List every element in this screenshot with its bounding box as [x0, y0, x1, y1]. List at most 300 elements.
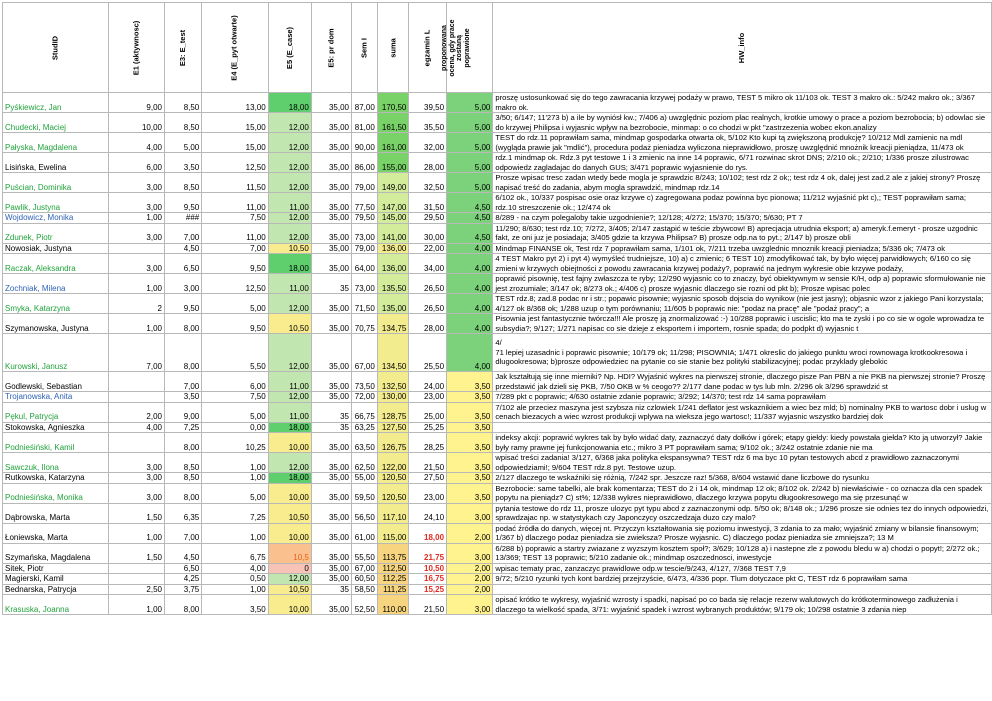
cell-proponowana[interactable]: 5,00 [447, 133, 493, 153]
cell-name[interactable]: Łoniewska, Marta [3, 523, 109, 543]
cell-egzamin[interactable]: 25,00 [409, 402, 447, 422]
cell-hw-info[interactable]: pytania testowe do rdz 11, prosze ulozyc pyt typu abcd z zaznaczonymi odp. 5/50 ok; 8/148 ok.; 1/296 prosze sie odnies tez do innych odpowiedzi, sprawdzajac np. w statystykach czy Japonczycy oszczedzaja duzo czy malo? [493, 503, 992, 523]
cell-hw-info[interactable]: 7/102 ale przeciez maszyna jest szybsza niz czlowiek 1/241 deflator jest wskaznikiem a wiec bez mld; b) nominalny PKB to wartosc dobr i uslug w cenach biezacych a wiec wzrost produkcji wplywa na wieksza jego wartosc!; 11/337 wyjasnic wszystko bardziej dok [493, 402, 992, 422]
cell-sem[interactable]: 77,50 [352, 193, 378, 213]
cell-hw-info[interactable]: poprawić pisownię, test fajny zwłaszcza te ryby; 12/290 wyjasnic co to znaczy, być obiektywnym w sensie K/H, odp a) poprawic sformułowanie nie jest zrozumiale; 3/147 ok; 8/273 ok.; 4/406 c) prosze wyjasnic dlaczego sie rozni od pkt b); Prosze wpisac polec [493, 274, 992, 294]
cell-e4[interactable]: 15,00 [202, 133, 268, 153]
cell-e4[interactable]: 7,00 [202, 243, 268, 254]
cell-suma[interactable]: 134,75 [377, 314, 409, 334]
cell-name[interactable]: Magierski, Kamil [3, 574, 109, 585]
cell-pr-dom[interactable]: 35,00 [311, 392, 351, 403]
cell-egzamin[interactable]: 28,00 [409, 153, 447, 173]
cell-name[interactable]: Zdunek, Piotr [3, 223, 109, 243]
cell-e1[interactable]: 1,00 [109, 274, 165, 294]
cell-pr-dom[interactable]: 35 [311, 584, 351, 595]
cell-egzamin[interactable]: 28,25 [409, 433, 447, 453]
cell-name[interactable]: Zochniak, Milena [3, 274, 109, 294]
cell-pr-dom[interactable]: 35,00 [311, 334, 351, 372]
cell-e5[interactable]: 12,00 [268, 173, 311, 193]
cell-e3[interactable]: 8,50 [164, 173, 201, 193]
cell-e4[interactable]: 11,00 [202, 223, 268, 243]
cell-egzamin[interactable]: 23,00 [409, 392, 447, 403]
cell-suma[interactable]: 128,75 [377, 402, 409, 422]
cell-e1[interactable]: 2,00 [109, 402, 165, 422]
cell-e5[interactable]: 10,50 [268, 314, 311, 334]
cell-proponowana[interactable]: 3,50 [447, 433, 493, 453]
cell-e4[interactable]: 12,50 [202, 274, 268, 294]
cell-e1[interactable]: 9,00 [109, 93, 165, 113]
cell-sem[interactable]: 90,00 [352, 133, 378, 153]
cell-e1[interactable]: 1,50 [109, 503, 165, 523]
cell-e3[interactable]: 7,00 [164, 223, 201, 243]
cell-pr-dom[interactable]: 35,00 [311, 372, 351, 392]
cell-proponowana[interactable]: 2,00 [447, 523, 493, 543]
cell-e4[interactable]: 5,00 [202, 402, 268, 422]
cell-suma[interactable]: 112,50 [377, 563, 409, 574]
cell-egzamin[interactable]: 30,00 [409, 223, 447, 243]
cell-e4[interactable]: 15,00 [202, 113, 268, 133]
cell-hw-info[interactable]: 7/289 pkt c poprawic; 4/630 ostatnie zdanie poprawic; 3/292; 14/370; test rdz 14 sama poprawiłam [493, 392, 992, 403]
cell-proponowana[interactable]: 2,00 [447, 574, 493, 585]
cell-e4[interactable]: 9,50 [202, 314, 268, 334]
cell-e3[interactable]: 4,50 [164, 543, 201, 563]
cell-pr-dom[interactable]: 35 [311, 402, 351, 422]
cell-name[interactable]: Pałyska, Magdalena [3, 133, 109, 153]
cell-e1[interactable]: 3,00 [109, 193, 165, 213]
cell-e4[interactable]: 6,75 [202, 543, 268, 563]
cell-proponowana[interactable]: 3,00 [447, 503, 493, 523]
cell-name[interactable]: Dąbrowska, Marta [3, 503, 109, 523]
cell-e3[interactable]: 7,00 [164, 523, 201, 543]
cell-sem[interactable]: 71,50 [352, 294, 378, 314]
cell-e5[interactable]: 12,00 [268, 133, 311, 153]
cell-egzamin[interactable]: 18,00 [409, 523, 447, 543]
cell-e3[interactable]: 7,00 [164, 372, 201, 392]
cell-name[interactable]: Rutkowska, Katarzyna [3, 473, 109, 484]
col-header-e3[interactable]: E3: E_test [164, 3, 201, 93]
cell-hw-info[interactable]: rdz.1 mindmap ok. Rdz.3 pyt testowe 1 i 3 zmienic na inne 14 poprawic, 6/71 rozwinac skrot DNS; 2/210 ok.; 2/210; 1/336 prosze zilustrowac odpowiedz zagladajac do danych GUS; 3/471 poprawic wyjasnienie do rys. [493, 153, 992, 173]
cell-sem[interactable]: 64,00 [352, 254, 378, 274]
cell-hw-info[interactable]: 4/ 71 lepiej uzasadnic i poprawic pisownie; 10/179 ok; 11/298; PISOWNIA; 1/471 okreslic do jakiego punktu wroci rownowaga krotkookresowa i dlugookresowa; b)prosze odpowiedziec na pytanie co sie stanie bez polityki stabilizacyjnej; podac przyklady glebokic [493, 334, 992, 372]
cell-pr-dom[interactable]: 35,00 [311, 133, 351, 153]
cell-egzamin[interactable]: 39,50 [409, 93, 447, 113]
cell-e1[interactable]: 4,00 [109, 133, 165, 153]
cell-pr-dom[interactable]: 35 [311, 274, 351, 294]
cell-suma[interactable]: 161,00 [377, 133, 409, 153]
cell-name[interactable]: Puścian, Dominika [3, 173, 109, 193]
cell-egzamin[interactable]: 25,50 [409, 334, 447, 372]
cell-proponowana[interactable]: 3,50 [447, 422, 493, 433]
cell-egzamin[interactable]: 29,50 [409, 213, 447, 224]
cell-sem[interactable]: 72,00 [352, 392, 378, 403]
cell-e5[interactable]: 10,5 [268, 543, 311, 563]
cell-sem[interactable]: 66,75 [352, 402, 378, 422]
cell-e5[interactable]: 18,00 [268, 254, 311, 274]
cell-proponowana[interactable]: 4,00 [447, 243, 493, 254]
cell-suma[interactable]: 136,00 [377, 254, 409, 274]
cell-suma[interactable]: 161,50 [377, 113, 409, 133]
cell-e5[interactable]: 12,00 [268, 334, 311, 372]
cell-e4[interactable]: 6,00 [202, 372, 268, 392]
cell-name[interactable]: Pyśkiewicz, Jan [3, 93, 109, 113]
cell-e3[interactable]: 3,50 [164, 153, 201, 173]
cell-suma[interactable]: 126,75 [377, 433, 409, 453]
cell-e1[interactable]: 3,00 [109, 483, 165, 503]
cell-proponowana[interactable]: 3,50 [447, 372, 493, 392]
col-header-e4[interactable]: E4 (E_pyt otwarte) [202, 3, 268, 93]
cell-e4[interactable]: 7,50 [202, 392, 268, 403]
cell-egzamin[interactable]: 26,50 [409, 274, 447, 294]
cell-hw-info[interactable]: 6/102 ok., 10/337 pospisac osie oraz krzywe c) zagregowana podaz powinna byc pionowa; 11/212 wyjaśnić pkt c),; TEST poprawiłam sama; rdz.10 streszczenie ok.; 12/474 ok [493, 193, 992, 213]
cell-pr-dom[interactable]: 35,00 [311, 213, 351, 224]
cell-hw-info[interactable]: TEST rdz.8; zad.8 podac nr i str.; popawic pisownie; wyjasnic sposob dojscia do wynikow (nie jest jasny); objasnic wzor z jakiego Pani korzystala; 4/127 ok 8/368 ok; 1/288 uzup o tym porównaniu; 11/605 b poprawic nie: "podaz na pracę" ale "podaż pracy"; a [493, 294, 992, 314]
cell-pr-dom[interactable]: 35,00 [311, 193, 351, 213]
cell-e4[interactable]: 13,00 [202, 93, 268, 113]
cell-e3[interactable]: ### [164, 213, 201, 224]
cell-e1[interactable]: 1,00 [109, 595, 165, 615]
cell-e5[interactable]: 18,00 [268, 422, 311, 433]
cell-egzamin[interactable]: 24,10 [409, 503, 447, 523]
col-header-hw-info[interactable]: HW_info [493, 3, 992, 93]
cell-hw-info[interactable]: 4 TEST Makro pyt 2) i pyt 4) wymyśleć trudniejsze, 10) a) c zmienic; 6 TEST 10) zmodyfikować tak, by było więcej parwidłowych; 6/160 co się zmieni w krzywych obiejtności z powodu zawracania krzywej podaży?, poprawić na jednym wykresie obie krzywe podaży, [493, 254, 992, 274]
cell-egzamin[interactable]: 26,50 [409, 294, 447, 314]
cell-suma[interactable]: 130,00 [377, 392, 409, 403]
cell-pr-dom[interactable]: 35,00 [311, 503, 351, 523]
cell-proponowana[interactable]: 3,50 [447, 473, 493, 484]
col-header-sem[interactable]: Sem I [352, 3, 378, 93]
cell-e1[interactable] [109, 433, 165, 453]
cell-proponowana[interactable]: 3,00 [447, 543, 493, 563]
cell-proponowana[interactable]: 4,50 [447, 193, 493, 213]
cell-suma[interactable]: 135,50 [377, 274, 409, 294]
cell-sem[interactable]: 55,50 [352, 543, 378, 563]
cell-e5[interactable]: 11,00 [268, 372, 311, 392]
cell-pr-dom[interactable]: 35,00 [311, 574, 351, 585]
cell-e5[interactable]: 18,00 [268, 473, 311, 484]
cell-e1[interactable]: 2,50 [109, 584, 165, 595]
cell-e3[interactable]: 8,00 [164, 314, 201, 334]
cell-proponowana[interactable]: 4,00 [447, 314, 493, 334]
cell-e5[interactable]: 10,50 [268, 584, 311, 595]
cell-name[interactable]: Godlewski, Sebastian [3, 372, 109, 392]
cell-e1[interactable]: 1,50 [109, 543, 165, 563]
col-header-egzamin[interactable]: egzamin L [409, 3, 447, 93]
cell-name[interactable]: Nowosiak, Justyna [3, 243, 109, 254]
cell-suma[interactable]: 117,10 [377, 503, 409, 523]
cell-sem[interactable]: 81,00 [352, 113, 378, 133]
cell-pr-dom[interactable]: 35 [311, 422, 351, 433]
cell-e4[interactable]: 1,00 [202, 473, 268, 484]
cell-e1[interactable]: 2 [109, 294, 165, 314]
cell-e3[interactable]: 6,50 [164, 563, 201, 574]
cell-sem[interactable]: 79,00 [352, 173, 378, 193]
cell-hw-info[interactable]: opisać krótko te wykresy, wyjaśnić wzrosty i spadki, napisać po co bada się relacje rezerw walutowych do krótkoterminowego zadłużenia i dlaczego ta wielkość spada, 3/71: wyjaśnić spadek i wzrost wybranych produktów; 9/179 ok; 10/298 ostatnie 3 zdania niep [493, 595, 992, 615]
cell-egzamin[interactable]: 32,50 [409, 173, 447, 193]
cell-e3[interactable]: 9,00 [164, 402, 201, 422]
cell-pr-dom[interactable]: 35,00 [311, 433, 351, 453]
cell-proponowana[interactable]: 3,00 [447, 595, 493, 615]
cell-pr-dom[interactable]: 35,00 [311, 543, 351, 563]
cell-name[interactable]: Sitek, Piotr [3, 563, 109, 574]
cell-e3[interactable]: 9,50 [164, 193, 201, 213]
cell-sem[interactable]: 58,50 [352, 584, 378, 595]
cell-name[interactable]: Stokowska, Agnieszka [3, 422, 109, 433]
cell-sem[interactable]: 62,50 [352, 453, 378, 473]
cell-hw-info[interactable]: Mindmap FINANSE ok, Test rdz 7 poprawiłam sama, 1/101 ok, 7/211 trzeba uwzglednic mnoznik kreacji pieniadza; 5/336 ok; 7/473 ok [493, 243, 992, 254]
cell-egzamin[interactable]: 16,75 [409, 574, 447, 585]
cell-egzamin[interactable]: 25,25 [409, 422, 447, 433]
cell-e5[interactable]: 10,00 [268, 595, 311, 615]
cell-name[interactable]: Sawczuk, Ilona [3, 453, 109, 473]
col-header-e5[interactable]: E5 (E_case) [268, 3, 311, 93]
cell-suma[interactable]: 113,75 [377, 543, 409, 563]
cell-suma[interactable]: 110,00 [377, 595, 409, 615]
cell-hw-info[interactable]: Bezrobocie: same tabelki, ale brak komentarza; TEST do 2 i 14 ok, mindmap 12 ok; 8/102 ok. 2/242 b) niewłaściwie - co oznacza dla cen spadek popytu na pieniądz? C) st%; 12/338 wykres nieprawidłowo, dlaczego krzywa popytu długookresowego ma się przesunąć w [493, 483, 992, 503]
cell-pr-dom[interactable]: 35,00 [311, 314, 351, 334]
cell-name[interactable]: Podnieśiński, Kamil [3, 433, 109, 453]
cell-e3[interactable]: 3,75 [164, 584, 201, 595]
cell-e1[interactable] [109, 243, 165, 254]
cell-sem[interactable]: 63,25 [352, 422, 378, 433]
cell-e4[interactable]: 3,50 [202, 595, 268, 615]
cell-e4[interactable]: 11,00 [202, 193, 268, 213]
cell-e5[interactable]: 10,00 [268, 523, 311, 543]
cell-proponowana[interactable]: 3,50 [447, 392, 493, 403]
cell-e5[interactable]: 11,00 [268, 274, 311, 294]
cell-e5[interactable]: 12,00 [268, 113, 311, 133]
cell-suma[interactable]: 135,00 [377, 294, 409, 314]
cell-e4[interactable]: 7,25 [202, 503, 268, 523]
cell-sem[interactable]: 79,50 [352, 213, 378, 224]
cell-e3[interactable]: 8,50 [164, 453, 201, 473]
cell-e1[interactable]: 7,00 [109, 334, 165, 372]
cell-egzamin[interactable]: 21,75 [409, 543, 447, 563]
cell-name[interactable]: Szymanowska, Justyna [3, 314, 109, 334]
cell-suma[interactable]: 134,50 [377, 334, 409, 372]
cell-hw-info[interactable]: 2/127 dlaczego te wskaźniki się różnią, 7/242 spr. Jeszcze raz! 5/368, 8/604 wstawić dane liczbowe do rysunku [493, 473, 992, 484]
cell-pr-dom[interactable]: 35,00 [311, 453, 351, 473]
cell-hw-info[interactable]: wpisac tematy prac, zanzaczyc prawidlowe odp.w tescie/9/243, 4/127, 7/368 TEST 7,9 [493, 563, 992, 574]
cell-pr-dom[interactable]: 35,00 [311, 483, 351, 503]
cell-egzamin[interactable]: 10,50 [409, 563, 447, 574]
cell-suma[interactable]: 155,00 [377, 153, 409, 173]
cell-hw-info[interactable] [493, 422, 992, 433]
cell-pr-dom[interactable]: 35,00 [311, 254, 351, 274]
cell-egzamin[interactable]: 28,00 [409, 314, 447, 334]
cell-hw-info[interactable]: Pisownia jest fantastycznie twórcza!!! Ale proszę ją znormalizować :-) 10/288 poprawic i uscislic; kto ma te zyski i po co sie w ogole wprowadza te subsydia?; 9/127; 1/271 napisac co sie dzieje z eksportem i importem, rosnie spada; do podpkt d) wyjasnic t [493, 314, 992, 334]
cell-e5[interactable]: 11,00 [268, 193, 311, 213]
cell-hw-info[interactable]: 9/72; 5/210 ryzunki tych kont bardziej przejrzyście, 6/473, 4/336 popr. Tlum dotyczace pkt C, TEST rdz 6 poprawiłam sama [493, 574, 992, 585]
cell-e4[interactable]: 5,00 [202, 294, 268, 314]
cell-pr-dom[interactable]: 35,00 [311, 473, 351, 484]
cell-suma[interactable]: 120,50 [377, 483, 409, 503]
cell-sem[interactable]: 67,00 [352, 563, 378, 574]
cell-e5[interactable]: 10,50 [268, 243, 311, 254]
cell-suma[interactable]: 145,00 [377, 213, 409, 224]
cell-sem[interactable]: 60,50 [352, 574, 378, 585]
cell-sem[interactable]: 56,50 [352, 503, 378, 523]
cell-egzamin[interactable]: 35,50 [409, 113, 447, 133]
cell-pr-dom[interactable]: 35,00 [311, 563, 351, 574]
cell-suma[interactable]: 149,00 [377, 173, 409, 193]
cell-egzamin[interactable]: 15,25 [409, 584, 447, 595]
cell-e5[interactable]: 12,00 [268, 213, 311, 224]
cell-e3[interactable]: 9,50 [164, 294, 201, 314]
cell-e1[interactable] [109, 392, 165, 403]
cell-egzamin[interactable]: 32,00 [409, 133, 447, 153]
cell-sem[interactable]: 52,50 [352, 595, 378, 615]
cell-e3[interactable]: 6,50 [164, 254, 201, 274]
cell-name[interactable]: Pawlik, Justyna [3, 193, 109, 213]
cell-e1[interactable] [109, 563, 165, 574]
cell-e1[interactable]: 6,00 [109, 153, 165, 173]
cell-proponowana[interactable]: 4,50 [447, 223, 493, 243]
cell-e1[interactable]: 3,00 [109, 173, 165, 193]
cell-e3[interactable]: 8,00 [164, 483, 201, 503]
cell-e4[interactable]: 11,50 [202, 173, 268, 193]
cell-suma[interactable]: 122,00 [377, 453, 409, 473]
cell-e3[interactable]: 7,25 [164, 422, 201, 433]
cell-sem[interactable]: 63,50 [352, 433, 378, 453]
cell-sem[interactable]: 79,00 [352, 243, 378, 254]
cell-suma[interactable]: 170,50 [377, 93, 409, 113]
cell-e5[interactable]: 10,50 [268, 503, 311, 523]
cell-proponowana[interactable]: 2,00 [447, 563, 493, 574]
cell-suma[interactable]: 127,50 [377, 422, 409, 433]
cell-e5[interactable]: 12,00 [268, 453, 311, 473]
cell-e3[interactable]: 8,00 [164, 433, 201, 453]
cell-e5[interactable]: 12,00 [268, 153, 311, 173]
cell-proponowana[interactable]: 5,00 [447, 153, 493, 173]
cell-hw-info[interactable]: podać źródła do danych, więcej nt. Przyczyn kształtowania się poziomu inwestycji, 3 zdania to za mało; wyjaśnić zmiany w bilansie finansowym; 1/367 b) dlaczego podaz pieniadza sie zwieksza? Prosze wyjasnic. C) dlaczego podaz pieniadza sie zmniejsza?; 13 M [493, 523, 992, 543]
cell-sem[interactable]: 87,00 [352, 93, 378, 113]
cell-e4[interactable]: 5,00 [202, 483, 268, 503]
cell-name[interactable]: Smyka, Katarzyna [3, 294, 109, 314]
cell-e1[interactable]: 10,00 [109, 113, 165, 133]
cell-e3[interactable]: 8,00 [164, 595, 201, 615]
cell-e3[interactable]: 6,35 [164, 503, 201, 523]
cell-hw-info[interactable]: 8/289 - na czym polegaloby takie uzgodnienie?; 12/128; 4/272; 15/370; 15/370; 5/630; PT 7 [493, 213, 992, 224]
cell-hw-info[interactable]: 6/288 b) poprawic a startry zwiazane z wyzszym kosztem społ?; 3/629; 10/128 a) i nastepne zle z powodu bledu w a) chodzi o popyt!; 2/272 ok.; 13/369; TEST 13 poprawic; 5/210 zadanie ok.; mindmap oszczednosci, inwestycje [493, 543, 992, 563]
cell-name[interactable]: Kurowski, Janusz [3, 334, 109, 372]
cell-name[interactable]: Krasuska, Joanna [3, 595, 109, 615]
cell-e3[interactable]: 5,00 [164, 133, 201, 153]
cell-proponowana[interactable]: 4,00 [447, 254, 493, 274]
cell-e4[interactable]: 7,50 [202, 213, 268, 224]
cell-e1[interactable] [109, 372, 165, 392]
cell-egzamin[interactable]: 23,00 [409, 483, 447, 503]
cell-e5[interactable]: 0 [268, 563, 311, 574]
cell-e4[interactable]: 9,50 [202, 254, 268, 274]
cell-name[interactable]: Pękul, Patrycja [3, 402, 109, 422]
cell-sem[interactable]: 73,00 [352, 274, 378, 294]
cell-sem[interactable]: 55,00 [352, 473, 378, 484]
cell-hw-info[interactable]: proszę ustosunkować się do tego zawracania krzywej podaży w prawo, TEST 5 mikro ok 11/103 ok. TEST 3 makro ok.: 5/242 makro ok.; 3/367 makro ok. [493, 93, 992, 113]
col-header-studid[interactable]: StudID [3, 3, 109, 93]
cell-e3[interactable]: 8,00 [164, 334, 201, 372]
cell-suma[interactable]: 111,25 [377, 584, 409, 595]
cell-e5[interactable]: 12,00 [268, 574, 311, 585]
cell-name[interactable]: Raczak, Aleksandra [3, 254, 109, 274]
cell-hw-info[interactable]: 3/50; 6/147; 11'273 b) a ile by wyniósł kw.; 7/406 a) uwzględnic poziom płac realnych, krotkie umowy o prace a poziom bezrobocia; b) odowlac sie do krzywej Philipsa i wyjasnic wpływ na bezrobocie, minmap: o co chodzi w pkt "zastrzezenia wobec ekon.analizy [493, 113, 992, 133]
cell-e1[interactable]: 1,00 [109, 213, 165, 224]
cell-sem[interactable]: 86,00 [352, 153, 378, 173]
cell-e4[interactable]: 12,50 [202, 153, 268, 173]
cell-proponowana[interactable]: 4,00 [447, 334, 493, 372]
cell-e1[interactable]: 3,00 [109, 223, 165, 243]
col-header-e1[interactable]: E1 (aktywnosc) [109, 3, 165, 93]
cell-suma[interactable]: 120,50 [377, 473, 409, 484]
cell-pr-dom[interactable]: 35,00 [311, 113, 351, 133]
cell-hw-info[interactable]: Prosze wpisac tresc zadan wtedy bede mogla je sprawdzic 8/243; 10/102; test rdz 2 ok;; test rdz 4 ok, dalej jest zad.2 ale z jakiej strony? Proszę napisać treść do zadania, abym mogla sprawdzić, mindmap rdz.14 [493, 173, 992, 193]
col-header-proponowana[interactable]: proponowana ocena, gdy prace zostaną poprawione [447, 3, 493, 93]
cell-suma[interactable]: 112,25 [377, 574, 409, 585]
cell-sem[interactable]: 67,00 [352, 334, 378, 372]
cell-e4[interactable]: 5,50 [202, 334, 268, 372]
cell-e4[interactable]: 1,00 [202, 523, 268, 543]
cell-proponowana[interactable]: 2,00 [447, 584, 493, 595]
cell-e3[interactable]: 4,50 [164, 243, 201, 254]
cell-egzamin[interactable]: 34,00 [409, 254, 447, 274]
cell-name[interactable]: Wojdowicz, Monika [3, 213, 109, 224]
cell-hw-info[interactable] [493, 584, 992, 595]
cell-pr-dom[interactable]: 35,00 [311, 223, 351, 243]
cell-sem[interactable]: 73,50 [352, 372, 378, 392]
cell-proponowana[interactable]: 3,50 [447, 483, 493, 503]
cell-e4[interactable]: 10,25 [202, 433, 268, 453]
cell-e1[interactable]: 3,00 [109, 254, 165, 274]
cell-e3[interactable]: 8,50 [164, 113, 201, 133]
cell-e3[interactable]: 3,00 [164, 274, 201, 294]
cell-e5[interactable]: 10,00 [268, 433, 311, 453]
cell-hw-info[interactable]: 11/290; 8/630; test rdz.10; 7/272, 3/405; 2/147 zastąpić w teście zbywcow! B) aprecjacja utrudnia eksport; a) ameryk.f.emeryt - prosze uzgodnic fakt, ze oni juz je posiadaja; 3/405 gdzie ta krzywa Philipsa? B) prosze odp.na to pyt.; 2/147 b) prosze obli [493, 223, 992, 243]
cell-hw-info[interactable]: wpisać treści zadania! 3/127, 6/368 jaka polityka ekspansywna? TEST rdz 6 ma byc 10 pytan testowych abcd z prawidłowo zaznaczonymi odpowiedziami!; 9/604 TEST rdz.8 pyt. Testowe uzup. [493, 453, 992, 473]
col-header-e5-pr-dom[interactable]: E5: pr dom [311, 3, 351, 93]
cell-pr-dom[interactable]: 35,00 [311, 153, 351, 173]
cell-hw-info[interactable]: TEST do rdz.11 poprawiłam sama, mindmap gospodarka otwarta ok, 5/102 Kto kupi tą zwiększoną produkcję? 10/212 Mdl zamienic na mdl (wygląda prawie jak "mdlić"), procedura podaż pieniadza wyliczona nieprawidłowo, proszę uwzględnić mnożnik kreacji pieniądza, 11/473 ok [493, 133, 992, 153]
cell-e1[interactable] [109, 574, 165, 585]
cell-e1[interactable]: 3,00 [109, 473, 165, 484]
cell-sem[interactable]: 61,00 [352, 523, 378, 543]
cell-suma[interactable]: 132,50 [377, 372, 409, 392]
cell-e5[interactable]: 12,00 [268, 223, 311, 243]
cell-e3[interactable]: 8,50 [164, 473, 201, 484]
cell-egzamin[interactable]: 31,50 [409, 193, 447, 213]
cell-pr-dom[interactable]: 35,00 [311, 243, 351, 254]
cell-proponowana[interactable]: 3,50 [447, 453, 493, 473]
cell-proponowana[interactable]: 5,00 [447, 93, 493, 113]
cell-e1[interactable]: 1,00 [109, 523, 165, 543]
cell-pr-dom[interactable]: 35,00 [311, 294, 351, 314]
cell-e5[interactable]: 10,00 [268, 483, 311, 503]
cell-proponowana[interactable]: 4,00 [447, 274, 493, 294]
cell-name[interactable]: Chudecki, Maciej [3, 113, 109, 133]
cell-e5[interactable]: 18,00 [268, 93, 311, 113]
cell-e4[interactable]: 1,00 [202, 584, 268, 595]
cell-suma[interactable]: 115,00 [377, 523, 409, 543]
cell-e5[interactable]: 12,00 [268, 294, 311, 314]
cell-hw-info[interactable]: indeksy akcji: poprawić wykres tak by było widać daty, zaznaczyć daty dołków i górek; etapy giełdy: kiedy powstała giełda? Kto ją utworzył? Jakie były ramy prawne jej funkcjonowania etc.; mikro 3 PT poprawiłam sama; 9/102 ok.; 3/242 ostatnie zdanie nie ma [493, 433, 992, 453]
cell-hw-info[interactable]: Jak kształtują się inne mierniki? Np. HDI? Wyjaśnić wykres na pierwszej stronie, dlaczego pisze Pan PBN a nie PKB na pierwszej stronie? Proszę przedstawić jak dzieli się PKB, 7/50 OKB w % ceogo?? 2/177 dane podac w tys lub mln. 2/296 ok 3/296 sprawdzić st [493, 372, 992, 392]
cell-e3[interactable]: 8,50 [164, 93, 201, 113]
cell-e3[interactable]: 3,50 [164, 392, 201, 403]
cell-proponowana[interactable]: 4,50 [447, 213, 493, 224]
cell-egzamin[interactable]: 21,50 [409, 595, 447, 615]
cell-name[interactable]: Szymańska, Magdalena [3, 543, 109, 563]
cell-e3[interactable]: 4,25 [164, 574, 201, 585]
cell-e5[interactable]: 12,00 [268, 392, 311, 403]
cell-e5[interactable]: 11,00 [268, 402, 311, 422]
